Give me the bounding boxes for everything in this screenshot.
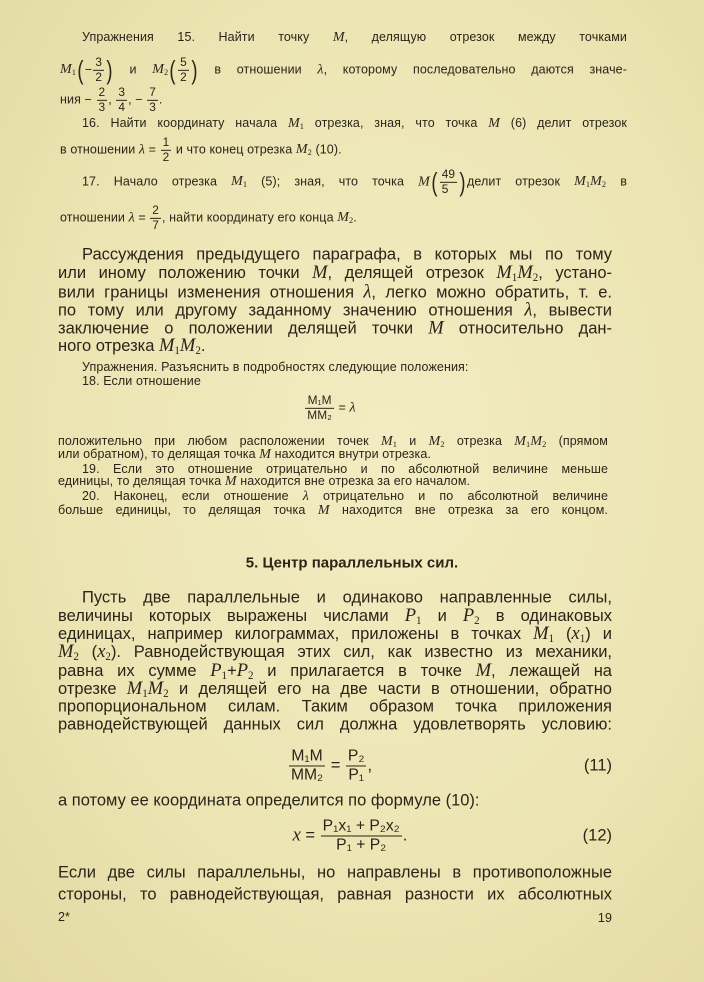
text-run: 16. Найти координату начала xyxy=(82,116,288,130)
fraction-denominator: MM₂ xyxy=(307,407,332,422)
exercise-18-line xyxy=(82,374,201,388)
math-subscript: 1 xyxy=(585,180,591,190)
formula-12 xyxy=(200,817,500,854)
math-symbol-letter: λ xyxy=(138,142,146,158)
math-symbol-letter: λ xyxy=(302,489,309,504)
math-symbol-letter: M xyxy=(590,174,602,190)
math-symbol-letter: M xyxy=(337,210,349,226)
math-subscript: 1 xyxy=(242,180,248,190)
text-run: Упражнения 15. Найти точку xyxy=(82,30,333,44)
math-symbol xyxy=(288,116,304,131)
math-symbol-letter: M xyxy=(574,174,586,190)
math-symbol-letter: λ xyxy=(363,281,372,302)
fraction-denominator: P₁ xyxy=(348,766,365,784)
text-run: . xyxy=(200,337,206,356)
math-symbol xyxy=(58,641,79,661)
fraction xyxy=(116,86,127,114)
parenthesis: ( xyxy=(431,166,438,197)
text-run: . xyxy=(402,826,408,845)
text-run: = xyxy=(300,826,320,845)
text-run: равнодействующей данных сил должна удовлетворять условию: xyxy=(58,715,612,734)
signature-mark xyxy=(58,910,88,924)
math-subscript: 2 xyxy=(307,148,312,158)
math-subscript: 2 xyxy=(164,68,169,78)
math-symbol-letter: M xyxy=(332,30,345,45)
math-symbol-letter: M xyxy=(58,641,74,662)
math-symbol-letter: λ xyxy=(524,299,533,320)
text-run: и xyxy=(397,434,429,448)
math-symbol-letter: x xyxy=(97,641,106,662)
fraction-numerator: M₁M xyxy=(305,394,334,409)
math-symbol xyxy=(418,174,430,189)
fraction xyxy=(93,56,104,84)
text-run: (6) делит отрезок xyxy=(500,116,627,130)
math-symbol-letter: P xyxy=(404,605,416,626)
math-subscript: 1 xyxy=(511,271,518,284)
math-symbol xyxy=(572,623,586,643)
text-run: Если две силы параллельны, но направлены в противоположные xyxy=(58,863,612,882)
formula-ratio xyxy=(250,394,410,422)
math-symbol-letter: M xyxy=(428,434,441,449)
text-run: больше единицы, то делящая точка xyxy=(58,503,318,517)
paragraph-line xyxy=(58,335,205,357)
math-symbol-letter: M xyxy=(231,174,243,190)
fraction-numerator: 1 xyxy=(162,134,170,149)
exercise-16-line xyxy=(82,116,627,132)
math-subscript: 1 xyxy=(548,632,555,645)
math-symbol xyxy=(488,116,500,131)
fraction-numerator: 49 xyxy=(441,166,456,181)
math-symbol xyxy=(463,605,480,625)
math-symbol xyxy=(429,434,445,449)
math-symbol xyxy=(318,503,330,518)
text-run: = xyxy=(334,400,350,415)
math-symbol xyxy=(533,623,554,643)
math-subscript: 2 xyxy=(542,440,547,450)
section-heading xyxy=(150,555,554,572)
math-subscript: 2 xyxy=(474,614,480,627)
text-run: ния − xyxy=(60,92,96,107)
fraction-numerator: 2 xyxy=(98,84,106,99)
math-symbol xyxy=(237,660,254,680)
fraction xyxy=(346,747,367,784)
text-run: , xyxy=(108,92,116,107)
text-run: = xyxy=(326,756,345,775)
math-symbol xyxy=(148,678,169,698)
math-symbol xyxy=(60,62,76,77)
math-subscript: 2 xyxy=(73,650,79,663)
text-run: заключение о положении делящей точки xyxy=(58,319,429,338)
text-run: находится вне отрезка за его началом. xyxy=(236,474,471,488)
text-run: Рассуждения предыдущего параграфа, в которых мы по тому xyxy=(82,245,612,264)
fraction-denominator: 4 xyxy=(118,99,126,114)
parenthesis: ) xyxy=(191,54,198,85)
math-symbol-letter: M xyxy=(418,174,430,190)
fraction-numerator: 5 xyxy=(180,54,187,69)
text-run: положительно при любом расположении точек xyxy=(58,434,381,448)
fraction-numerator: 3 xyxy=(95,54,103,69)
text-run: + xyxy=(227,662,237,681)
text-run: ного отрезка xyxy=(58,337,159,356)
text-run: 18. Если отношение xyxy=(82,374,201,388)
math-symbol-letter: M xyxy=(514,434,527,449)
math-symbol-letter: M xyxy=(380,434,393,449)
math-symbol xyxy=(127,678,148,698)
text-run: 5. Центр параллельных сил. xyxy=(245,554,459,572)
math-symbol-letter: P xyxy=(210,660,222,681)
parenthesis: ) xyxy=(106,54,113,85)
text-run: пропорциональном силам. Таким образом точка приложения xyxy=(58,697,612,716)
math-symbol-letter: M xyxy=(488,116,501,131)
text-run: , лежащей на xyxy=(491,662,612,681)
text-run: отношении xyxy=(60,210,129,225)
math-symbol-letter: M xyxy=(158,335,175,356)
text-run: единицах, например килограммах, приложены в точках xyxy=(58,625,534,644)
text-run: а потому ее координата определится по формуле (10): xyxy=(58,791,480,810)
text-run: вили границы изменения отношения xyxy=(58,283,364,302)
exercise-16-line xyxy=(60,136,342,164)
fraction-denominator: MM₂ xyxy=(290,766,324,784)
math-symbol xyxy=(312,262,327,282)
fraction-denominator: 5 xyxy=(441,181,449,196)
text-run: − xyxy=(84,62,93,77)
parenthesis: ( xyxy=(77,54,84,85)
math-symbol xyxy=(152,62,168,77)
math-symbol-letter: M xyxy=(152,62,165,78)
math-subscript: 1 xyxy=(299,122,305,132)
math-symbol xyxy=(476,660,491,680)
fraction xyxy=(97,86,108,114)
math-symbol-letter: M xyxy=(517,262,533,283)
math-subscript: 2 xyxy=(195,344,201,357)
math-subscript: 2 xyxy=(348,216,354,226)
fraction-numerator: 2 xyxy=(152,202,159,217)
equation-number xyxy=(560,827,612,846)
exercise-17-line xyxy=(60,204,357,232)
math-symbol-letter: λ xyxy=(128,210,135,226)
math-symbol-letter: M xyxy=(475,660,492,681)
math-subscript: 2 xyxy=(532,271,539,284)
text-run: единицы, то делящая точка xyxy=(58,474,225,488)
fraction-numerator: M₁M xyxy=(289,747,325,766)
fraction xyxy=(305,394,334,422)
text-run: стороны, то равнодействующая, равная разности их абсолютных xyxy=(58,885,612,904)
text-run: , устано- xyxy=(538,264,612,283)
text-run: отрезке xyxy=(58,680,127,699)
text-run: и что конец отрезка xyxy=(172,142,296,157)
text-run: . xyxy=(158,92,163,107)
math-symbol-letter: P xyxy=(236,660,248,681)
paragraph-line xyxy=(58,792,480,811)
text-run: находится вне отрезка за его концом. xyxy=(329,503,608,517)
exercise-15-line xyxy=(60,86,162,114)
text-run: , делящую отрезок между точками xyxy=(344,30,627,44)
fraction-numerator: 7 xyxy=(149,84,156,99)
math-symbol-letter: x xyxy=(292,824,301,845)
parenthesis: ) xyxy=(459,166,466,197)
text-run: (12) xyxy=(582,826,612,845)
math-subscript: 2 xyxy=(105,650,111,663)
math-symbol xyxy=(97,641,111,661)
math-symbol xyxy=(514,434,530,449)
math-symbol-letter: M xyxy=(317,503,330,518)
fraction-denominator: 3 xyxy=(98,99,106,114)
text-run: или обратном), то делящая точка xyxy=(58,447,260,461)
fraction xyxy=(289,747,325,784)
text-run: , вывести xyxy=(532,301,612,320)
text-run: (11) xyxy=(583,756,612,775)
math-symbol xyxy=(293,824,301,844)
text-run: , найти координату его конца xyxy=(162,210,338,225)
exercise-15-line xyxy=(60,56,627,84)
math-symbol-letter: x xyxy=(571,623,580,644)
math-subscript: 1 xyxy=(526,440,531,450)
math-symbol-letter: M xyxy=(259,447,272,462)
text-run: в отношении xyxy=(60,142,139,157)
text-run: 19 xyxy=(597,911,612,925)
math-symbol xyxy=(530,434,546,449)
math-symbol xyxy=(210,660,227,680)
text-run: , делящей отрезок xyxy=(327,264,497,283)
exercise-17-line xyxy=(82,168,627,196)
math-symbol-letter: M xyxy=(428,317,444,338)
math-subscript: 2 xyxy=(440,440,445,450)
math-symbol-letter: M xyxy=(312,262,328,283)
text-run: делит отрезок xyxy=(466,174,575,189)
math-subscript: 1 xyxy=(221,669,228,682)
page-number xyxy=(560,911,612,925)
text-run: относительно дан- xyxy=(443,319,612,338)
math-subscript: 1 xyxy=(392,440,398,450)
text-run: ( xyxy=(78,643,98,662)
fraction xyxy=(440,168,457,196)
math-subscript: 1 xyxy=(416,614,422,627)
math-symbol xyxy=(574,174,590,189)
math-subscript: 1 xyxy=(579,632,586,645)
text-run: отрезка xyxy=(444,434,515,448)
math-symbol-letter: λ xyxy=(317,62,324,78)
text-run: , легко можно обратить, т. е. xyxy=(371,283,612,302)
text-run: Пусть две параллельные и одинаково направленные силы, xyxy=(82,588,612,607)
math-symbol xyxy=(333,30,345,45)
text-run: и делящей его на две части в отношении, обратно xyxy=(168,680,612,699)
paragraph-line xyxy=(58,886,612,905)
text-run: , − xyxy=(128,92,147,107)
text-run: . xyxy=(353,210,357,225)
math-symbol xyxy=(350,400,356,415)
text-run: 19. Если это отношение отрицательно и по абсолютной величине меньше xyxy=(82,462,608,476)
text-run: величины которых выражены числами xyxy=(58,607,405,626)
math-symbol-letter: M xyxy=(530,434,543,449)
math-subscript: 2 xyxy=(601,180,607,190)
fraction xyxy=(321,817,402,854)
math-symbol xyxy=(517,262,538,282)
text-run: = xyxy=(145,142,160,157)
math-symbol-letter: M xyxy=(126,678,143,699)
fraction-denominator: 3 xyxy=(149,99,156,114)
text-run: отрезка, зная, что точка xyxy=(304,116,489,130)
math-subscript: 2 xyxy=(163,687,169,700)
math-subscript: 2 xyxy=(248,669,254,682)
text-run: 2* xyxy=(58,910,71,924)
math-symbol-letter: λ xyxy=(349,400,356,416)
formula-11 xyxy=(220,747,440,784)
text-run: находится внутри отрезка. xyxy=(271,447,431,461)
paragraph-line xyxy=(58,716,612,735)
text-run: в отношении xyxy=(198,62,318,77)
text-run: или иному положению точки xyxy=(58,264,313,283)
text-run: ) и xyxy=(585,625,613,644)
math-symbol-letter: M xyxy=(287,116,300,131)
text-run: ( xyxy=(554,625,572,644)
math-symbol xyxy=(296,142,312,157)
math-symbol xyxy=(259,447,271,462)
text-run: равна их сумме xyxy=(58,662,211,681)
fraction xyxy=(150,204,161,232)
paragraph-line xyxy=(58,864,612,883)
math-symbol-letter: P xyxy=(462,605,475,626)
text-run: Упражнения. Разъяснить в подробностях следующие положения: xyxy=(82,360,469,374)
fraction-numerator: 3 xyxy=(118,84,126,99)
math-symbol xyxy=(405,605,422,625)
fraction xyxy=(147,86,158,114)
exercises-heading xyxy=(82,360,469,374)
fraction-denominator: 2 xyxy=(162,149,170,164)
text-run: (10). xyxy=(311,142,342,157)
math-symbol-letter: M xyxy=(147,678,164,699)
math-symbol-letter: M xyxy=(60,62,72,78)
math-symbol xyxy=(428,318,443,338)
fraction xyxy=(178,56,189,84)
text-run: (прямом xyxy=(546,434,608,448)
math-symbol xyxy=(590,174,606,189)
paragraph-line xyxy=(58,698,612,717)
text-run: отрицательно и по абсолютной величине xyxy=(308,489,608,503)
text-run: в xyxy=(606,174,627,189)
fraction-denominator: 7 xyxy=(152,217,159,232)
math-symbol-letter: M xyxy=(179,335,196,356)
text-run: 17. Начало отрезка xyxy=(82,174,232,189)
math-symbol xyxy=(159,335,180,355)
text-run: = xyxy=(134,210,150,225)
fraction xyxy=(161,136,172,164)
fraction-denominator: P₁ + P₂ xyxy=(336,836,387,854)
math-subscript: 1 xyxy=(174,344,180,357)
math-symbol xyxy=(231,174,247,189)
parenthesis: ( xyxy=(169,54,176,85)
fraction-numerator: P₂ xyxy=(346,747,367,766)
text-run: ). Равнодействующая этих сил, как известно из механики, xyxy=(110,643,612,662)
text-run: в одинаковых xyxy=(479,607,612,626)
text-run: , xyxy=(367,756,373,775)
text-run: и xyxy=(113,62,153,77)
text-run: по тому или другому заданному значению отношения xyxy=(58,301,525,320)
math-symbol-letter: M xyxy=(224,474,237,489)
text-run: и xyxy=(421,607,463,626)
math-symbol xyxy=(180,335,201,355)
equation-number xyxy=(560,757,612,776)
math-symbol-letter: M xyxy=(295,142,308,158)
exercise-20-line xyxy=(58,503,608,519)
text-run: и прилагается в точке xyxy=(253,662,476,681)
fraction-numerator: P₁x₁ + P₂x₂ xyxy=(321,817,402,836)
math-symbol-letter: M xyxy=(496,262,512,283)
math-symbol xyxy=(225,474,237,489)
exercise-18-line xyxy=(58,447,431,463)
text-run: , которому последовательно даются значе- xyxy=(323,62,627,77)
exercise-15-line xyxy=(82,30,627,46)
text-run: 20. Наконец, если отношение xyxy=(82,489,303,503)
fraction-denominator: 2 xyxy=(180,69,187,84)
math-subscript: 1 xyxy=(142,687,148,700)
math-symbol xyxy=(496,262,517,282)
math-symbol xyxy=(337,210,353,225)
math-symbol-letter: M xyxy=(533,623,549,644)
exercise-19-line xyxy=(58,474,470,490)
math-subscript: 1 xyxy=(71,68,77,78)
text-run: (5); зная, что точка xyxy=(247,174,419,189)
fraction-denominator: 2 xyxy=(95,69,103,84)
